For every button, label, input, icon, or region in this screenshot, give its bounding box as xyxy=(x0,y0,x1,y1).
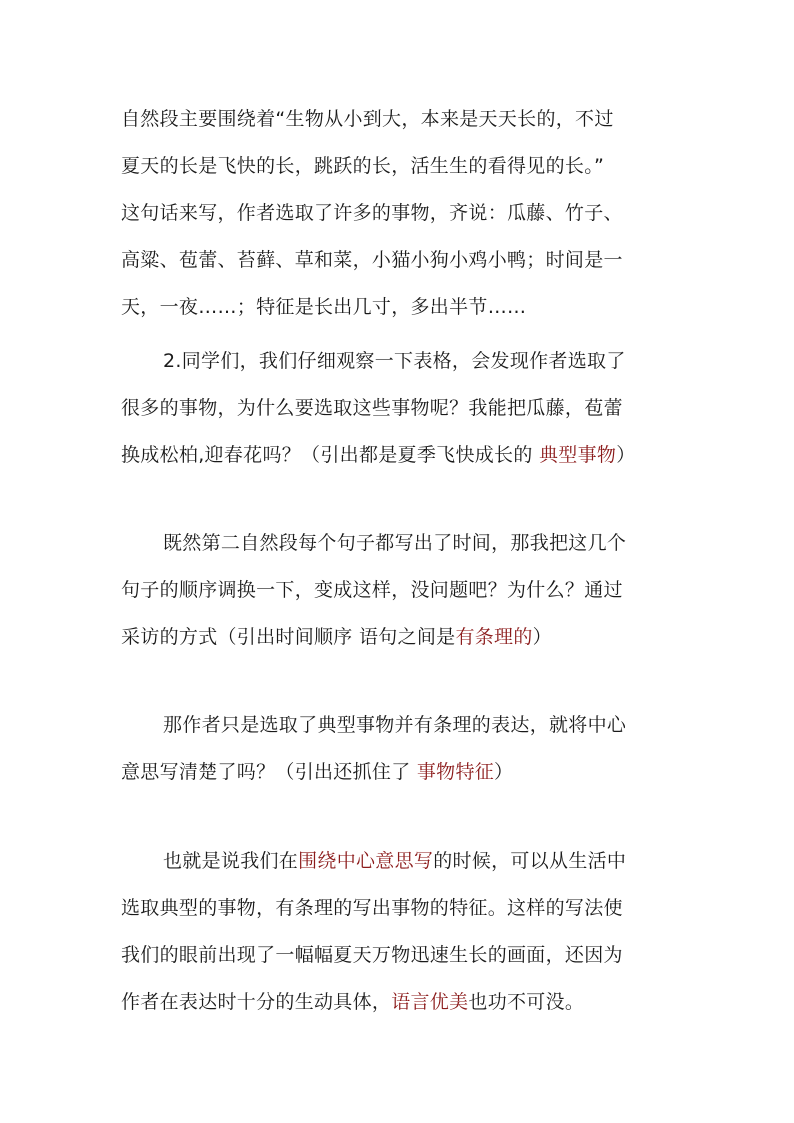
text-line xyxy=(121,572,623,608)
text-line xyxy=(121,101,614,137)
text-segment: 很多的事物，为什么要选取这些事物呢？我能把瓜藤，苞蕾 xyxy=(121,397,623,419)
text-segment: 作者在表达时十分的生动具体， xyxy=(121,991,392,1013)
text-line xyxy=(163,343,626,379)
text-segment: 句子的顺序调换一下，变成这样，没问题吧？为什么？通过 xyxy=(121,579,623,601)
text-segment: 选取典型的事物，有条理的写出事物的特征。这样的写法使 xyxy=(121,897,623,919)
text-line xyxy=(121,754,513,790)
text-segment: 我们的眼前出现了一幅幅夏天万物迅速生长的画面，还因为 xyxy=(121,944,623,966)
highlighted-term: 语言优美 xyxy=(391,991,469,1013)
text-segment: ） xyxy=(616,444,636,466)
highlighted-term: 典型事物 xyxy=(538,444,617,466)
text-segment: 这句话来写，作者选取了许多的事物，齐说：瓜藤、竹子、 xyxy=(121,202,623,224)
text-segment: 高粱、苞蕾、苔藓、草和菜，小猫小狗小鸡小鸭；时间是一 xyxy=(121,249,623,271)
text-line xyxy=(121,890,623,926)
text-segment: 意思写清楚了吗？（引出还抓住了 xyxy=(121,761,417,783)
text-segment: 天，一夜……；特征是长出几寸，多出半节…… xyxy=(121,296,527,318)
text-line xyxy=(121,937,623,973)
text-segment: 也就是说我们在 xyxy=(163,850,299,872)
text-line xyxy=(121,619,552,655)
text-line xyxy=(121,984,584,1020)
text-segment: 也功不可没。 xyxy=(468,991,585,1013)
text-line xyxy=(121,242,623,278)
text-segment: ） xyxy=(532,626,552,648)
text-segment: 自然段主要围绕着“生物从小到大，本来是天天长的，不过 xyxy=(121,108,614,130)
text-line xyxy=(121,289,526,325)
text-line xyxy=(163,843,626,879)
highlighted-term: 有条理的 xyxy=(455,626,533,648)
text-line xyxy=(163,707,626,743)
text-line xyxy=(163,525,626,561)
text-line xyxy=(121,437,636,473)
highlighted-term: 事物特征 xyxy=(416,761,495,783)
text-segment: 的时候，可以从生活中 xyxy=(433,850,627,872)
text-line xyxy=(121,195,623,231)
text-line xyxy=(121,148,604,184)
text-line xyxy=(121,390,623,426)
text-segment: 既然第二自然段每个句子都写出了时间，那我把这几个 xyxy=(163,532,627,554)
text-segment: 那作者只是选取了典型事物并有条理的表达，就将中心 xyxy=(163,714,627,736)
highlighted-term: 围绕中心意思写 xyxy=(298,850,434,872)
text-segment: ） xyxy=(494,761,514,783)
text-segment: 夏天的长是飞快的长，跳跃的长，活生生的看得见的长。” xyxy=(121,155,605,177)
text-segment: 2.同学们，我们仔细观察一下表格，会发现作者选取了 xyxy=(163,350,626,372)
text-segment: 换成松柏,迎春花吗？（引出都是夏季飞快成长的 xyxy=(121,444,539,466)
text-segment: 采访的方式（引出时间顺序 语句之间是 xyxy=(121,626,456,648)
